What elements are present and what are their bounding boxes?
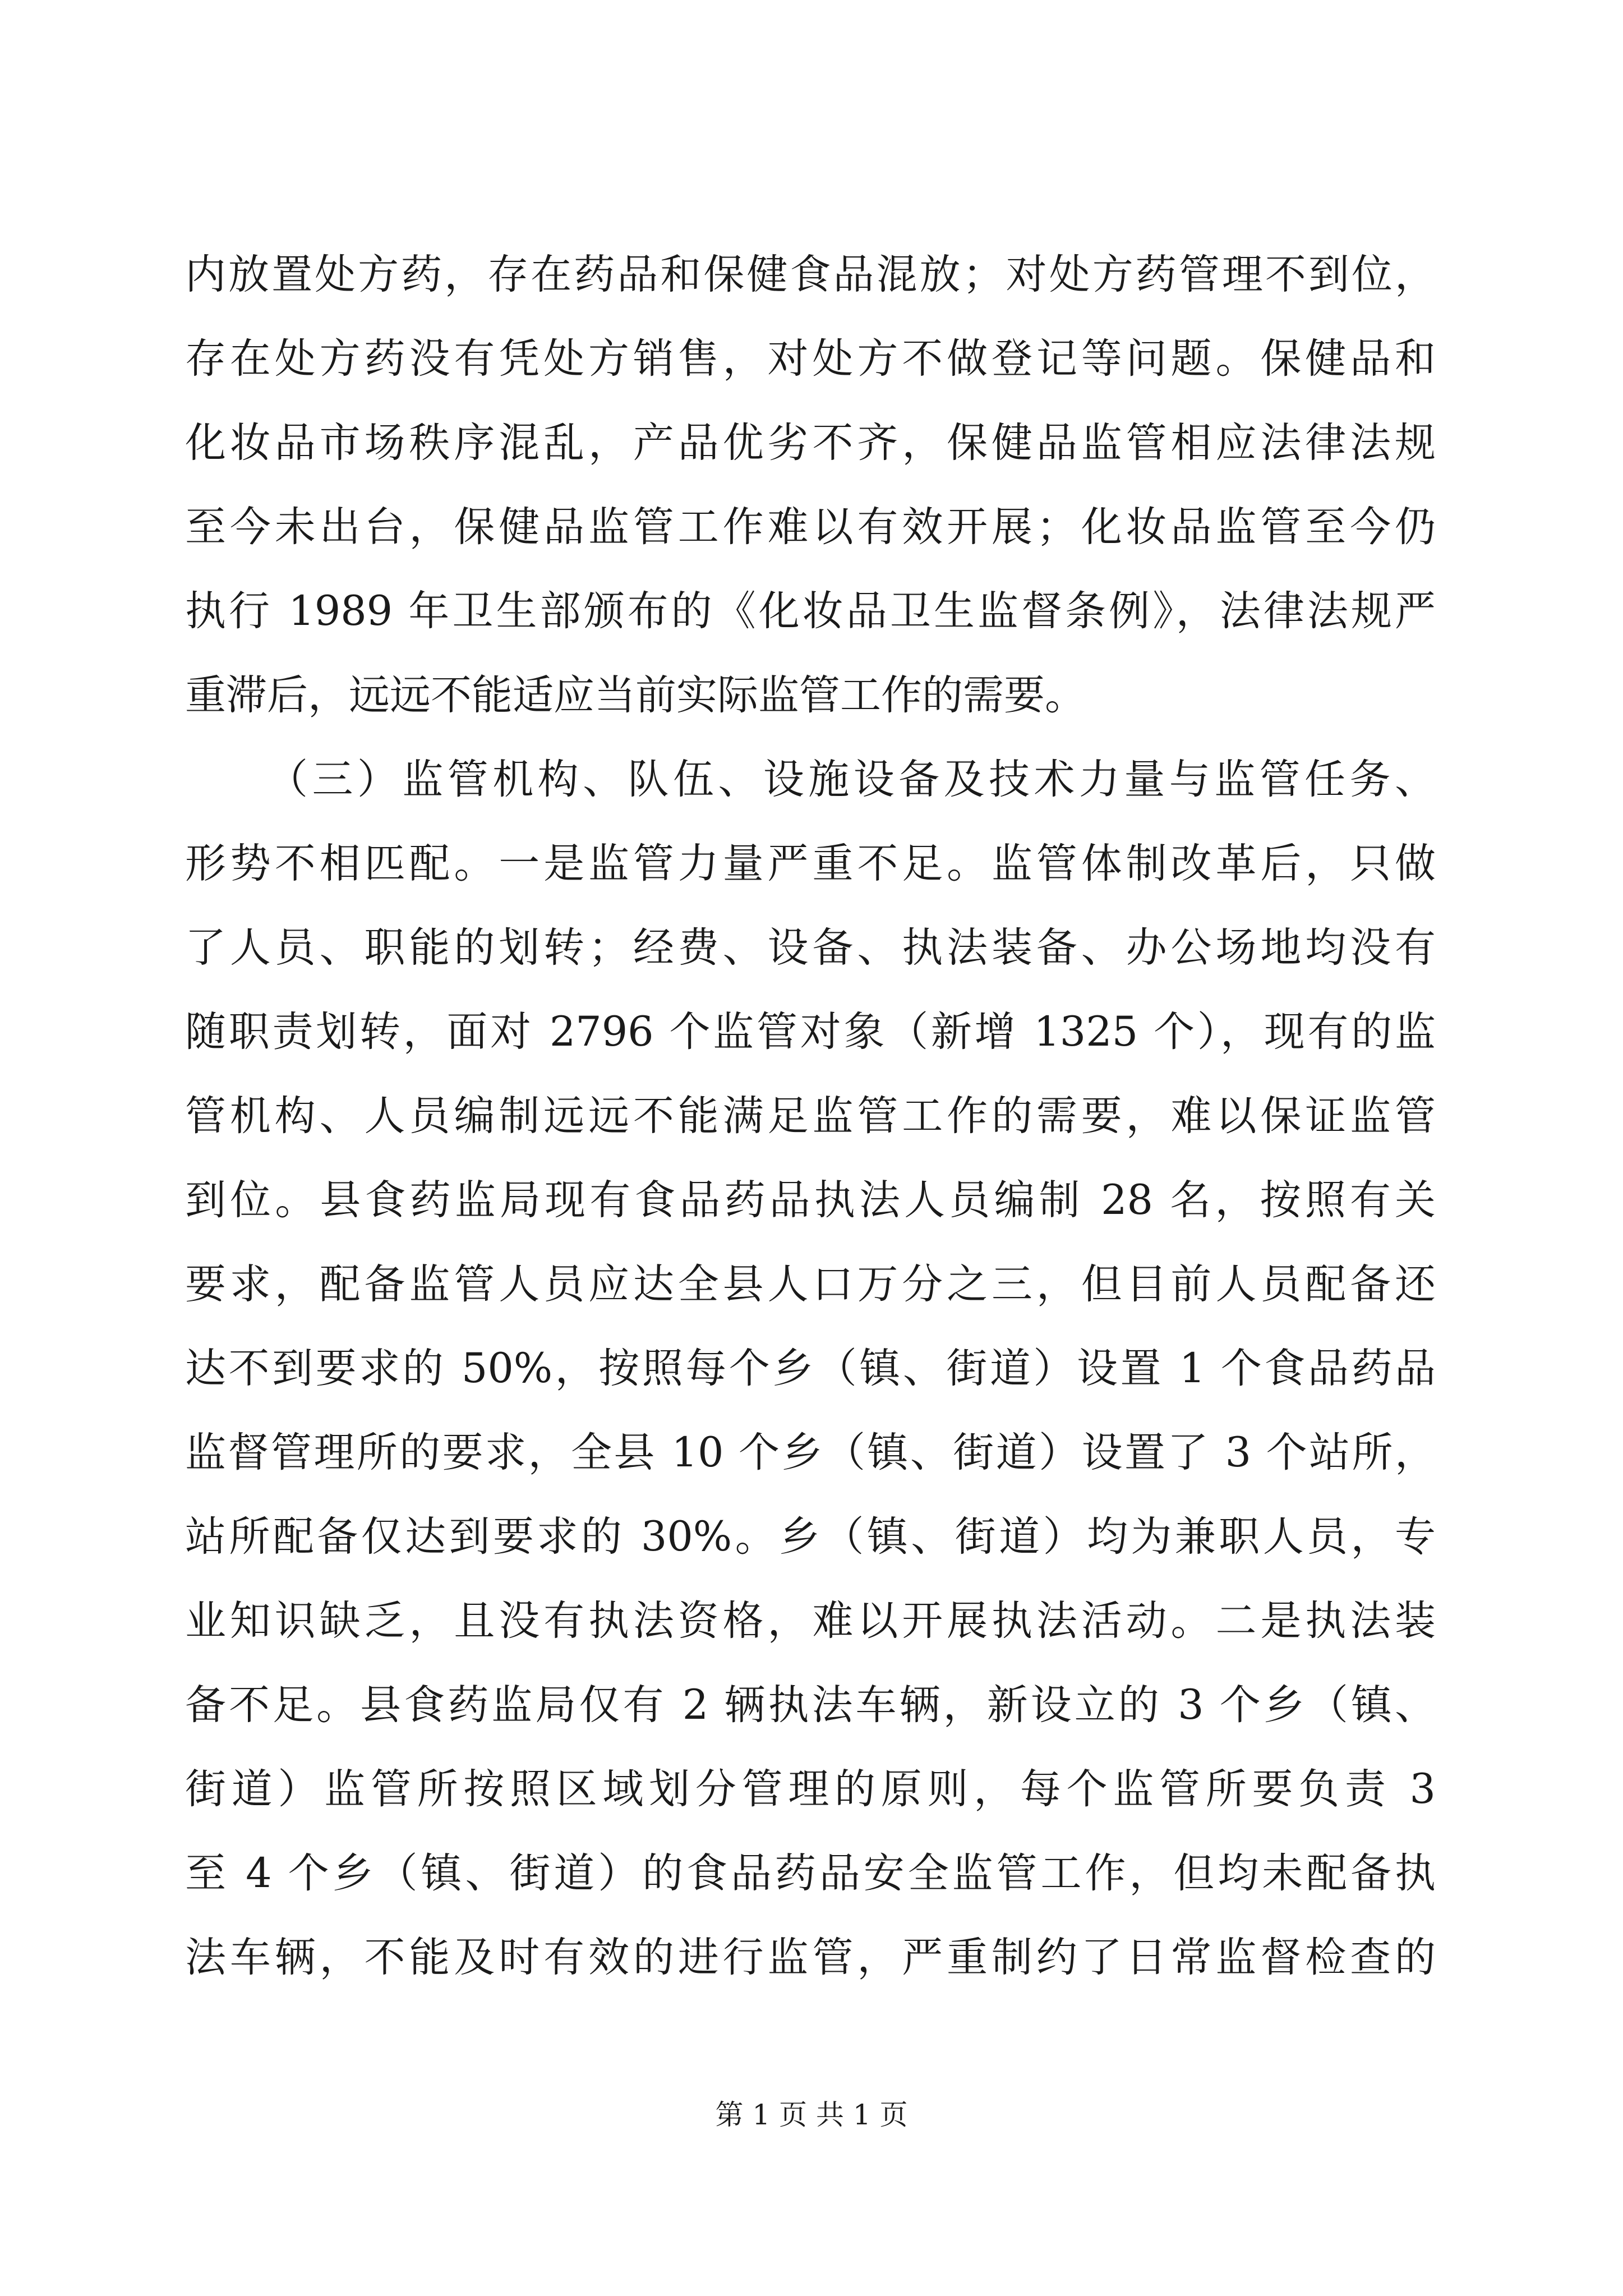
text-line: 到位。县食药监局现有食品药品执法人员编制 28 名，按照有关 bbox=[185, 1176, 1436, 1224]
text-line: 重滞后，远远不能适应当前实际监管工作的需要。 bbox=[185, 671, 1086, 719]
text-line: 备不足。县食药监局仅有 2 辆执法车辆，新设立的 3 个乡（镇、 bbox=[185, 1681, 1436, 1729]
text-line: 管机构、人员编制远远不能满足监管工作的需要，难以保证监管 bbox=[185, 1092, 1436, 1140]
text-line: 至今未出台，保健品监管工作难以有效开展；化妆品监管至今仍 bbox=[185, 503, 1436, 551]
page-footer: 第 1 页 共 1 页 bbox=[715, 2099, 908, 2131]
text-line: 街道）监管所按照区域划分管理的原则，每个监管所要负责 3 bbox=[185, 1765, 1436, 1813]
text-line: 法车辆，不能及时有效的进行监管，严重制约了日常监督检查的 bbox=[185, 1934, 1436, 1981]
text-line: 化妆品市场秩序混乱，产品优劣不齐，保健品监管相应法律法规 bbox=[185, 419, 1436, 467]
text-line: 存在处方药没有凭处方销售，对处方不做登记等问题。保健品和 bbox=[185, 335, 1436, 383]
text-line: 站所配备仅达到要求的 30%。乡（镇、街道）均为兼职人员，专 bbox=[185, 1513, 1436, 1561]
text-line: 至 4 个乡（镇、街道）的食品药品安全监管工作，但均未配备执 bbox=[185, 1849, 1436, 1897]
text-line: 业知识缺乏，且没有执法资格，难以开展执法活动。二是执法装 bbox=[185, 1597, 1436, 1645]
text-line: 要求，配备监管人员应达全县人口万分之三，但目前人员配备还 bbox=[185, 1260, 1436, 1308]
text-line: 形势不相匹配。一是监管力量严重不足。监管体制改革后，只做 bbox=[185, 840, 1436, 887]
text-line: 了人员、职能的划转；经费、设备、执法装备、办公场地均没有 bbox=[185, 924, 1436, 972]
text-line: 随职责划转，面对 2796 个监管对象（新增 1325 个），现有的监 bbox=[185, 1008, 1436, 1056]
body-text bbox=[185, 233, 1436, 2000]
paragraph-start-line: （三）监管机构、队伍、设施设备及技术力量与监管任务、 bbox=[267, 756, 1436, 803]
text-line: 达不到要求的 50%，按照每个乡（镇、街道）设置 1 个食品药品 bbox=[185, 1345, 1436, 1392]
text-line: 执行 1989 年卫生部颁布的《化妆品卫生监督条例》，法律法规严 bbox=[185, 587, 1436, 635]
text-line: 内放置处方药，存在药品和保健食品混放；对处方药管理不到位， bbox=[185, 251, 1436, 298]
text-line: 监督管理所的要求，全县 10 个乡（镇、街道）设置了 3 个站所， bbox=[185, 1429, 1436, 1476]
